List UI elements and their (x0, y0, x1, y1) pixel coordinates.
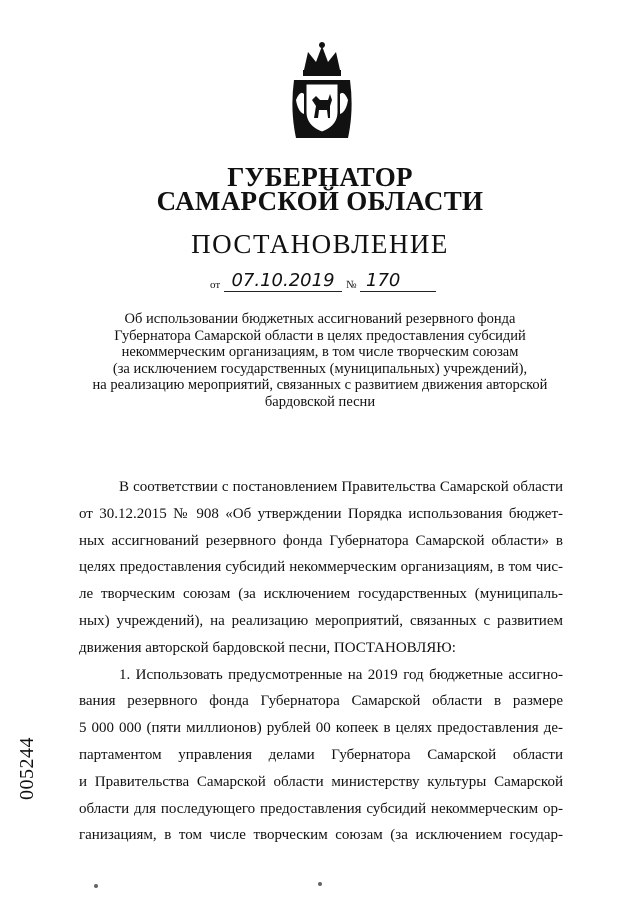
body-line: 1. Использовать предусмотренные на 2019 год бюджетные ассигно- (119, 666, 563, 683)
subject-line: Губернатора Самарской области в целях предоставления субсидий (114, 327, 526, 344)
body-line: области для последующего предоставления субсидий некоммерческим ор- (79, 800, 563, 817)
body-line: 5 000 000 (пяти миллионов) рублей 00 копеек в целях предоставления де- (79, 720, 563, 737)
body-line: от 30.12.2015 № 908 «Об утверждении Порядка использования бюджет- (79, 505, 563, 522)
org-title-line1: ГУБЕРНАТОР (227, 162, 413, 192)
body-line: В соответствии с постановлением Правительства Самарской области (119, 479, 563, 495)
document-type: ПОСТАНОВЛЕНИЕ (191, 229, 449, 259)
date-line (208, 271, 448, 297)
body-line: движения авторской бардовской песни, ПОСТАНОВЛЯЮ: (79, 639, 456, 656)
number-sign-label: № (346, 279, 357, 291)
side-registration-number: 005244 (16, 737, 38, 800)
scan-dot (318, 882, 322, 886)
subject-line: на реализацию мероприятий, связанных с развитием движения авторской (92, 377, 548, 393)
date-prefix-label: от (210, 279, 221, 291)
document-body (79, 474, 563, 849)
subject-line: Об использовании бюджетных ассигнований резервного фонда (124, 311, 516, 327)
handwritten-number: 170 (360, 271, 436, 292)
body-line: партаментом управления делами Губернатора Самарской области (79, 746, 563, 763)
body-line: вания резервного фонда Губернатора Самарской области в размере (79, 693, 563, 710)
body-line: целях предоставления субсидий некоммерческим организациям, в том чис- (79, 559, 563, 576)
handwritten-date: 07.10.2019 (224, 271, 342, 292)
org-title-line2: САМАРСКОЙ ОБЛАСТИ (156, 186, 484, 216)
scan-dot (94, 884, 98, 888)
samara-coat-of-arms-icon (290, 40, 354, 144)
body-line: ных) учреждений), на реализацию мероприятий, связанных с развитием (79, 612, 563, 629)
subject-line: некоммерческим организациям, в том числе творческим союзам (121, 344, 519, 360)
document-subject (70, 311, 570, 410)
subject-line: (за исключением государственных (муниципальных) учреждений), (112, 360, 528, 377)
body-line: ганизациям, в том числе творческим союзам (за исключением государ- (79, 827, 563, 844)
body-line: ных ассигнований резервного фонда Губернатора Самарской области» в (79, 532, 563, 549)
body-line: ле творческим союзам (за исключением государственных (муниципаль- (79, 586, 563, 603)
body-line: и Правительства Самарской области министерству культуры Самарской (79, 773, 563, 790)
subject-line: бардовской песни (264, 393, 376, 410)
